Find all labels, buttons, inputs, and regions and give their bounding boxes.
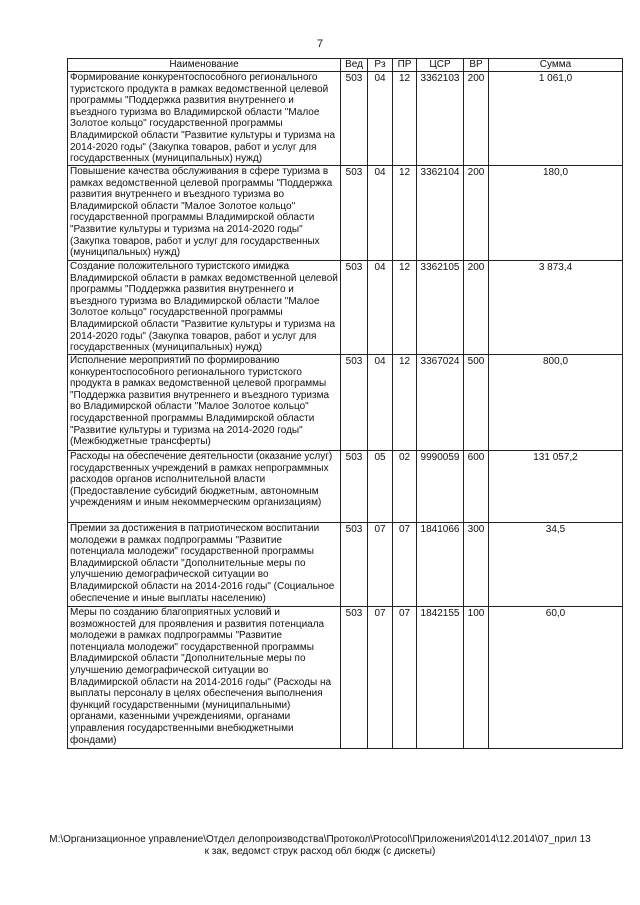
row-pr: 02 xyxy=(393,451,417,523)
row-ved: 503 xyxy=(341,523,368,607)
row-sum: 60,0 xyxy=(489,607,623,749)
row-sum: 34,5 xyxy=(489,523,623,607)
row-vr: 500 xyxy=(464,355,489,451)
row-csr: 1842155 xyxy=(417,607,464,749)
row-pr: 12 xyxy=(393,261,417,355)
row-name: Премии за достижения в патриотическом воспитании молодежи в рамках подпрограммы "Развитие потенциала молодежи" государственной программы Владимирской области "Дополнительные меры по улучшению демографической ситуации во Владимирской области на 2014-2016 годы" (Социальное обеспечение и иные выплаты населению) xyxy=(68,523,341,607)
header-row xyxy=(68,59,623,72)
table-row xyxy=(68,355,623,451)
table-row xyxy=(68,261,623,355)
table-row xyxy=(68,523,623,607)
budget-table xyxy=(67,58,623,749)
row-name: Создание положительного туристского имиджа Владимирской области в рамках ведомственной целевой программы "Поддержка развития внутреннего и въездного туризма во Владимирской области "Малое Золотое кольцо" государственной программы Владимирской области "Развитие культуры и туризма на 2014-2020 годы" (Закупка товаров, работ и услуг для государственных (муниципальных) нужд) xyxy=(68,261,341,355)
row-csr: 3367024 xyxy=(417,355,464,451)
row-rz: 04 xyxy=(368,72,393,166)
col-header-ved: Вед xyxy=(341,59,368,72)
row-ved: 503 xyxy=(341,72,368,166)
row-sum: 3 873,4 xyxy=(489,261,623,355)
row-csr: 3362105 xyxy=(417,261,464,355)
row-name: Повышение качества обслуживания в сфере туризма в рамках ведомственной целевой программы "Поддержка развития внутреннего и въездного туризма во Владимирской области "Малое Золотое кольцо" государственной программы Владимирской области "Развитие культуры и туризма на 2014-2020 годы" (Закупка товаров, работ и услуг для государственных (муниципальных) нужд) xyxy=(68,166,341,261)
row-ved: 503 xyxy=(341,166,368,261)
row-pr: 12 xyxy=(393,355,417,451)
row-ved: 503 xyxy=(341,261,368,355)
row-sum: 180,0 xyxy=(489,166,623,261)
table-row xyxy=(68,166,623,261)
table-row xyxy=(68,72,623,166)
col-header-csr: ЦСР xyxy=(417,59,464,72)
col-header-pr: ПР xyxy=(393,59,417,72)
footer-path-line: к зак, ведомст струк расход обл бюдж (с дискеты) xyxy=(204,846,436,857)
row-pr: 12 xyxy=(393,166,417,261)
row-pr: 12 xyxy=(393,72,417,166)
row-csr: 9990059 xyxy=(417,451,464,523)
file-path-footer xyxy=(0,834,640,858)
col-header-sum: Сумма xyxy=(489,59,623,72)
footer-path-line: M:\Организационное управление\Отдел делопроизводства\Протокол\Protocol\Приложения\2014\12.2014\07_прил 13 xyxy=(49,834,591,845)
row-sum: 131 057,2 xyxy=(489,451,623,523)
row-csr: 1841066 xyxy=(417,523,464,607)
row-pr: 07 xyxy=(393,607,417,749)
row-vr: 200 xyxy=(464,72,489,166)
row-ved: 503 xyxy=(341,607,368,749)
row-rz: 07 xyxy=(368,523,393,607)
row-vr: 600 xyxy=(464,451,489,523)
col-header-vr: ВР xyxy=(464,59,489,72)
table-row xyxy=(68,451,623,523)
row-rz: 07 xyxy=(368,607,393,749)
row-vr: 100 xyxy=(464,607,489,749)
col-header-name: Наименование xyxy=(68,59,341,72)
row-ved: 503 xyxy=(341,355,368,451)
page-number: 7 xyxy=(316,38,324,50)
row-name: Формирование конкурентоспособного регионального туристского продукта в рамках ведомственной целевой программы "Поддержка развития внутреннего и въездного туризма во Владимирской области "Малое Золотое кольцо" государственной программы Владимирской области "Развитие культуры и туризма на 2014-2020 годы" (Закупка товаров, работ и услуг для государственных (муниципальных) нужд) xyxy=(68,72,341,166)
row-sum: 800,0 xyxy=(489,355,623,451)
row-pr: 07 xyxy=(393,523,417,607)
row-rz: 04 xyxy=(368,261,393,355)
row-vr: 200 xyxy=(464,166,489,261)
table-row xyxy=(68,607,623,749)
row-vr: 200 xyxy=(464,261,489,355)
row-rz: 04 xyxy=(368,355,393,451)
row-rz: 05 xyxy=(368,451,393,523)
row-ved: 503 xyxy=(341,451,368,523)
row-rz: 04 xyxy=(368,166,393,261)
row-vr: 300 xyxy=(464,523,489,607)
row-name: Исполнение мероприятий по формированию конкурентоспособного регионального туристского продукта в рамках ведомственной целевой программы "Поддержка развития внутреннего и въездного туризма во Владимирской области "Малое Золотое кольцо" государственной программы Владимирской области "Развитие культуры и туризма на 2014-2020 годы" (Межбюджетные трансферты) xyxy=(68,355,341,451)
row-name: Меры по созданию благоприятных условий и возможностей для проявления и развития потенциала молодежи в рамках подпрограммы "Развитие потенциала молодежи" государственной программы Владимирской области "Дополнительные меры по улучшению демографической ситуации во Владимирской области на 2014-2016 годы" (Расходы на выплаты персоналу в целях обеспечения выполнения функций государственными (муниципальными) органами, казенными учреждениями, органами управления государственными внебюджетными фондами) xyxy=(68,607,341,749)
col-header-rz: Рз xyxy=(368,59,393,72)
row-sum: 1 061,0 xyxy=(489,72,623,166)
row-name: Расходы на обеспечение деятельности (оказание услуг) государственных учреждений в рамках непрограммных расходов органов исполнительной власти (Предоставление субсидий бюджетным, автономным учреждениям и иным некоммерческим организациям) xyxy=(68,451,341,523)
row-csr: 3362103 xyxy=(417,72,464,166)
row-csr: 3362104 xyxy=(417,166,464,261)
